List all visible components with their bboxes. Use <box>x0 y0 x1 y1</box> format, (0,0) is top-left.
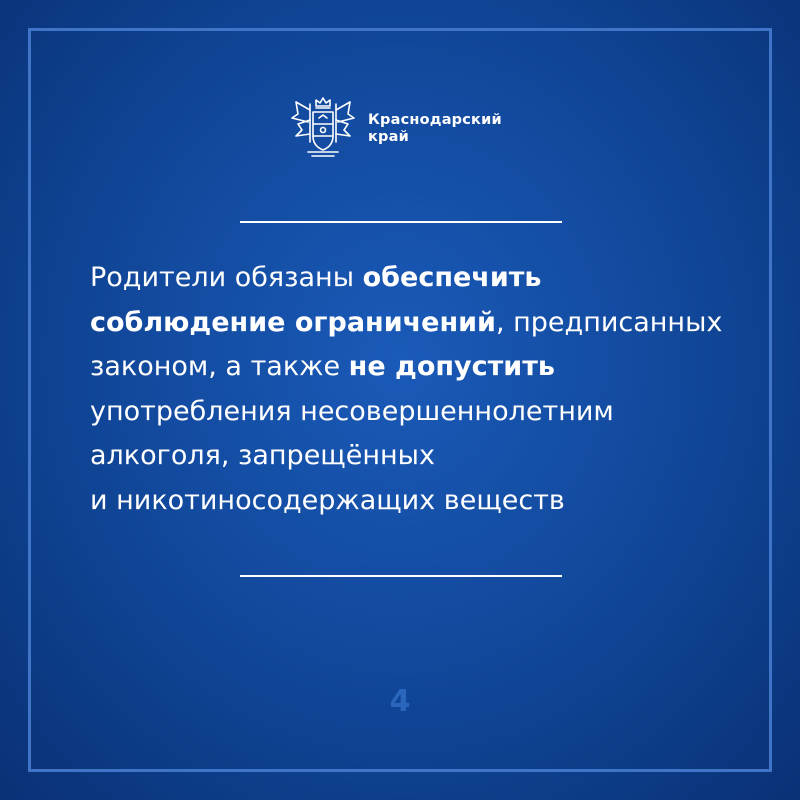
message-text: , предписанных <box>495 306 723 338</box>
message-text: употребления несовершеннолетним <box>90 395 614 427</box>
brand-logo <box>286 92 502 166</box>
message-text: алкоголя, запрещённых <box>90 440 435 471</box>
brand-name <box>368 112 502 146</box>
main-message <box>90 256 750 523</box>
brand-name-line-1: Краснодарский <box>368 112 502 128</box>
top-divider <box>240 221 562 223</box>
message-text: Родители обязаны <box>90 262 363 293</box>
krasnodar-coat-of-arms-icon <box>286 92 360 166</box>
message-text: законом, а также <box>90 351 349 382</box>
message-text: и никотиносодержащих веществ <box>90 484 565 516</box>
brand-name-line-2: край <box>368 129 409 145</box>
page-number: 4 <box>389 684 411 719</box>
bottom-divider <box>240 575 562 577</box>
message-emphasis: соблюдение ограничений <box>90 306 496 338</box>
message-emphasis: обеспечить <box>362 262 542 293</box>
message-emphasis: не допустить <box>348 351 555 382</box>
